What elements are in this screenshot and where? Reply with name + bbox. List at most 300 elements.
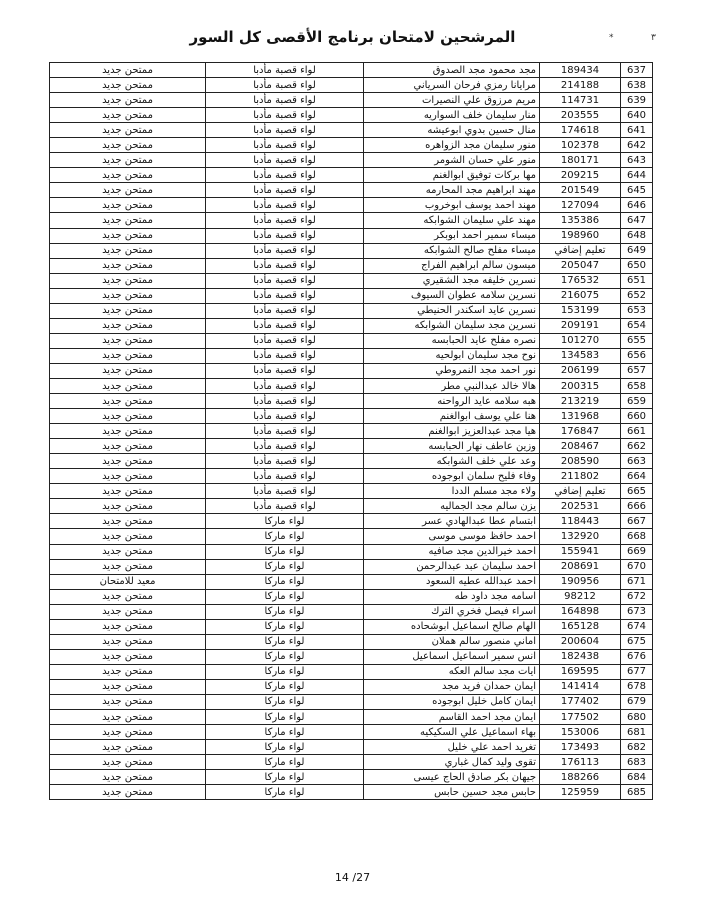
candidate-name-cell: ايمان مجد احمد القاسم xyxy=(364,710,540,725)
district-cell: لواء ماركا xyxy=(206,589,364,604)
candidate-id-cell: 118443 xyxy=(540,514,621,529)
candidate-id-cell: 153006 xyxy=(540,725,621,740)
district-cell: لواء قصبة مأدبا xyxy=(206,213,364,228)
candidate-name-cell: منور سليمان مجد الزواهره xyxy=(364,138,540,153)
district-cell: لواء ماركا xyxy=(206,664,364,679)
row-number-cell: 644 xyxy=(621,168,653,183)
page-number: 14 /27 xyxy=(334,871,371,884)
candidate-id-cell: 182438 xyxy=(540,649,621,664)
candidate-name-cell: مهند علي سليمان الشوابكه xyxy=(364,213,540,228)
row-number-cell: 639 xyxy=(621,93,653,108)
candidate-name-cell: احمد عبدالله عطيه السعود xyxy=(364,574,540,589)
table-row xyxy=(50,559,653,574)
table-row xyxy=(50,664,653,679)
district-cell: لواء قصبة مأدبا xyxy=(206,424,364,439)
row-number-cell: 637 xyxy=(621,63,653,78)
district-cell: لواء قصبة مأدبا xyxy=(206,258,364,273)
candidate-name-cell: اماني منصور سالم هملان xyxy=(364,634,540,649)
status-cell: ممتحن جديد xyxy=(50,198,206,213)
row-number-cell: 668 xyxy=(621,529,653,544)
candidate-id-cell: 177502 xyxy=(540,710,621,725)
status-cell: ممتحن جديد xyxy=(50,183,206,198)
candidates-table xyxy=(49,62,653,800)
district-cell: لواء ماركا xyxy=(206,679,364,694)
row-number-cell: 670 xyxy=(621,559,653,574)
candidate-name-cell: هالا خالد عبدالنبي مطر xyxy=(364,378,540,393)
candidate-name-cell: وزين عاطف نهار الحبابسه xyxy=(364,439,540,454)
table-row xyxy=(50,318,653,333)
candidate-id-cell: 155941 xyxy=(540,544,621,559)
candidate-name-cell: ايمان حمدان فريد مجد xyxy=(364,679,540,694)
district-cell: لواء قصبة مأدبا xyxy=(206,394,364,409)
candidate-id-cell: 214188 xyxy=(540,78,621,93)
candidate-name-cell: اسراء فيصل فخري الترك xyxy=(364,604,540,619)
district-cell: لواء قصبة مأدبا xyxy=(206,273,364,288)
candidate-id-cell: 198960 xyxy=(540,228,621,243)
district-cell: لواء قصبة مأدبا xyxy=(206,78,364,93)
table-row xyxy=(50,168,653,183)
status-cell: ممتحن جديد xyxy=(50,514,206,529)
candidate-name-cell: احمد سليمان عبد عبدالرحمن xyxy=(364,559,540,574)
candidate-id-cell: 101270 xyxy=(540,333,621,348)
row-number-cell: 684 xyxy=(621,770,653,785)
row-number-cell: 653 xyxy=(621,303,653,318)
district-cell: لواء ماركا xyxy=(206,604,364,619)
table-row xyxy=(50,634,653,649)
candidate-name-cell: الهام صالح اسماعيل ابوشحاده xyxy=(364,619,540,634)
row-number-cell: 651 xyxy=(621,273,653,288)
candidate-name-cell: حابس مجد حسين حابس xyxy=(364,785,540,800)
district-cell: لواء ماركا xyxy=(206,529,364,544)
row-number-cell: 669 xyxy=(621,544,653,559)
district-cell: لواء قصبة مأدبا xyxy=(206,198,364,213)
table-row xyxy=(50,378,653,393)
status-cell: ممتحن جديد xyxy=(50,213,206,228)
candidate-id-cell: 125959 xyxy=(540,785,621,800)
candidate-id-cell: 216075 xyxy=(540,288,621,303)
table-row xyxy=(50,514,653,529)
table-row xyxy=(50,649,653,664)
candidate-id-cell: 209191 xyxy=(540,318,621,333)
table-row xyxy=(50,574,653,589)
table-row xyxy=(50,619,653,634)
district-cell: لواء قصبة مأدبا xyxy=(206,243,364,258)
row-number-cell: 677 xyxy=(621,664,653,679)
candidate-id-cell: 176847 xyxy=(540,424,621,439)
status-cell: ممتحن جديد xyxy=(50,484,206,499)
district-cell: لواء ماركا xyxy=(206,574,364,589)
candidate-id-cell: 201549 xyxy=(540,183,621,198)
candidate-id-cell: 176113 xyxy=(540,755,621,770)
candidate-name-cell: وفاء فليح سلمان ابوجوده xyxy=(364,469,540,484)
candidate-id-cell: 114731 xyxy=(540,93,621,108)
candidate-name-cell: نوح مجد سليمان ابولحيه xyxy=(364,348,540,363)
table-row xyxy=(50,484,653,499)
candidate-name-cell: مهند ابراهيم مجد المحارمه xyxy=(364,183,540,198)
row-number-cell: 667 xyxy=(621,514,653,529)
status-cell: ممتحن جديد xyxy=(50,770,206,785)
district-cell: لواء قصبة مأدبا xyxy=(206,228,364,243)
district-cell: لواء قصبة مأدبا xyxy=(206,183,364,198)
status-cell: ممتحن جديد xyxy=(50,78,206,93)
table-row xyxy=(50,454,653,469)
row-number-cell: 658 xyxy=(621,378,653,393)
row-number-cell: 679 xyxy=(621,694,653,709)
district-cell: لواء قصبة مأدبا xyxy=(206,439,364,454)
row-number-cell: 678 xyxy=(621,679,653,694)
status-cell: ممتحن جديد xyxy=(50,168,206,183)
candidate-name-cell: نور احمد مجد النمروطي xyxy=(364,363,540,378)
status-cell: ممتحن جديد xyxy=(50,559,206,574)
candidate-id-cell: 174618 xyxy=(540,123,621,138)
district-cell: لواء قصبة مأدبا xyxy=(206,63,364,78)
district-cell: لواء ماركا xyxy=(206,694,364,709)
district-cell: لواء قصبة مأدبا xyxy=(206,333,364,348)
table-row xyxy=(50,183,653,198)
table-row xyxy=(50,544,653,559)
status-cell: ممتحن جديد xyxy=(50,634,206,649)
table-row xyxy=(50,153,653,168)
district-cell: لواء ماركا xyxy=(206,770,364,785)
candidate-id-cell: 132920 xyxy=(540,529,621,544)
row-number-cell: 673 xyxy=(621,604,653,619)
status-cell: ممتحن جديد xyxy=(50,710,206,725)
candidate-id-cell: 135386 xyxy=(540,213,621,228)
district-cell: لواء ماركا xyxy=(206,559,364,574)
status-cell: ممتحن جديد xyxy=(50,694,206,709)
table-row xyxy=(50,499,653,514)
district-cell: لواء قصبة مأدبا xyxy=(206,318,364,333)
status-cell: ممتحن جديد xyxy=(50,378,206,393)
candidate-id-cell: 200315 xyxy=(540,378,621,393)
candidate-name-cell: نصره مفلح عايد الحبابسه xyxy=(364,333,540,348)
row-number-cell: 685 xyxy=(621,785,653,800)
table-row xyxy=(50,93,653,108)
status-cell: ممتحن جديد xyxy=(50,394,206,409)
table-row xyxy=(50,785,653,800)
table-row xyxy=(50,710,653,725)
table-row xyxy=(50,725,653,740)
candidate-name-cell: منال حسين بدوي ابوعيشه xyxy=(364,123,540,138)
district-cell: لواء قصبة مأدبا xyxy=(206,288,364,303)
status-cell: ممتحن جديد xyxy=(50,499,206,514)
candidate-id-cell: 131968 xyxy=(540,409,621,424)
district-cell: لواء قصبة مأدبا xyxy=(206,153,364,168)
row-number-cell: 643 xyxy=(621,153,653,168)
status-cell: ممتحن جديد xyxy=(50,619,206,634)
candidate-id-cell: تعليم إضافي xyxy=(540,484,621,499)
table-row xyxy=(50,228,653,243)
candidate-name-cell: منور علي حسان الشومر xyxy=(364,153,540,168)
row-number-cell: 665 xyxy=(621,484,653,499)
district-cell: لواء ماركا xyxy=(206,544,364,559)
row-number-cell: 664 xyxy=(621,469,653,484)
candidate-name-cell: نسرين مجد سليمان الشوابكه xyxy=(364,318,540,333)
candidate-id-cell: 127094 xyxy=(540,198,621,213)
candidate-name-cell: نسرين عايد اسكندر الحنيطي xyxy=(364,303,540,318)
district-cell: لواء قصبة مأدبا xyxy=(206,499,364,514)
candidate-name-cell: اسامه مجد داود طه xyxy=(364,589,540,604)
candidate-name-cell: نسرين خليفه مجد الشقيري xyxy=(364,273,540,288)
status-cell: ممتحن جديد xyxy=(50,740,206,755)
table-row xyxy=(50,123,653,138)
table-row xyxy=(50,78,653,93)
table-row xyxy=(50,589,653,604)
candidate-id-cell: 190956 xyxy=(540,574,621,589)
status-cell: ممتحن جديد xyxy=(50,63,206,78)
row-number-cell: 672 xyxy=(621,589,653,604)
status-cell: ممتحن جديد xyxy=(50,93,206,108)
candidate-id-cell: 208467 xyxy=(540,439,621,454)
candidate-id-cell: 206199 xyxy=(540,363,621,378)
status-cell: ممتحن جديد xyxy=(50,589,206,604)
district-cell: لواء قصبة مأدبا xyxy=(206,93,364,108)
table-row xyxy=(50,363,653,378)
table-row xyxy=(50,198,653,213)
district-cell: لواء قصبة مأدبا xyxy=(206,123,364,138)
district-cell: لواء قصبة مأدبا xyxy=(206,168,364,183)
row-number-cell: 674 xyxy=(621,619,653,634)
status-cell: ممتحن جديد xyxy=(50,333,206,348)
table-row xyxy=(50,424,653,439)
status-cell: معيد للامتحان xyxy=(50,574,206,589)
district-cell: لواء قصبة مأدبا xyxy=(206,348,364,363)
table-row xyxy=(50,243,653,258)
status-cell: ممتحن جديد xyxy=(50,288,206,303)
district-cell: لواء ماركا xyxy=(206,514,364,529)
district-cell: لواء ماركا xyxy=(206,619,364,634)
district-cell: لواء قصبة مأدبا xyxy=(206,409,364,424)
candidate-name-cell: ايات مجد سالم العكه xyxy=(364,664,540,679)
candidate-id-cell: 202531 xyxy=(540,499,621,514)
row-number-cell: 661 xyxy=(621,424,653,439)
candidate-name-cell: هبه سلامه عايد الرواحنه xyxy=(364,394,540,409)
candidate-id-cell: 209215 xyxy=(540,168,621,183)
status-cell: ممتحن جديد xyxy=(50,409,206,424)
row-number-cell: 660 xyxy=(621,409,653,424)
row-number-cell: 638 xyxy=(621,78,653,93)
status-cell: ممتحن جديد xyxy=(50,604,206,619)
candidate-name-cell: مها بركات توفيق ابوالغنم xyxy=(364,168,540,183)
status-cell: ممتحن جديد xyxy=(50,273,206,288)
district-cell: لواء ماركا xyxy=(206,725,364,740)
candidate-id-cell: 173493 xyxy=(540,740,621,755)
table-row xyxy=(50,273,653,288)
table-row xyxy=(50,439,653,454)
table-row xyxy=(50,529,653,544)
row-number-cell: 649 xyxy=(621,243,653,258)
district-cell: لواء قصبة مأدبا xyxy=(206,378,364,393)
district-cell: لواء قصبة مأدبا xyxy=(206,454,364,469)
candidate-name-cell: مرايانا رمزي فرحان السرياني xyxy=(364,78,540,93)
status-cell: ممتحن جديد xyxy=(50,424,206,439)
status-cell: ممتحن جديد xyxy=(50,318,206,333)
candidate-name-cell: تغريد احمد علي خليل xyxy=(364,740,540,755)
row-number-cell: 647 xyxy=(621,213,653,228)
table-row xyxy=(50,138,653,153)
table-row xyxy=(50,288,653,303)
table-row xyxy=(50,694,653,709)
table-row xyxy=(50,679,653,694)
status-cell: ممتحن جديد xyxy=(50,228,206,243)
candidate-id-cell: 213219 xyxy=(540,394,621,409)
row-number-cell: 671 xyxy=(621,574,653,589)
candidate-id-cell: 205047 xyxy=(540,258,621,273)
candidate-name-cell: وعد علي خلف الشوابكه xyxy=(364,454,540,469)
candidate-id-cell: 211802 xyxy=(540,469,621,484)
candidate-id-cell: 177402 xyxy=(540,694,621,709)
page-title: المرشحين لامتحان برنامج الأقصى كل السور xyxy=(189,28,516,46)
status-cell: ممتحن جديد xyxy=(50,108,206,123)
candidate-id-cell: 164898 xyxy=(540,604,621,619)
table-row xyxy=(50,213,653,228)
candidate-name-cell: بهاء اسماعيل علي السكيكيه xyxy=(364,725,540,740)
table-row xyxy=(50,409,653,424)
district-cell: لواء قصبة مأدبا xyxy=(206,363,364,378)
candidate-name-cell: منار سليمان خلف السواريه xyxy=(364,108,540,123)
status-cell: ممتحن جديد xyxy=(50,153,206,168)
row-number-cell: 648 xyxy=(621,228,653,243)
candidate-id-cell: 189434 xyxy=(540,63,621,78)
candidate-name-cell: ايمان كامل خليل ابوجوده xyxy=(364,694,540,709)
status-cell: ممتحن جديد xyxy=(50,303,206,318)
candidate-id-cell: 98212 xyxy=(540,589,621,604)
candidate-name-cell: هنا علي يوسف ابوالغنم xyxy=(364,409,540,424)
table-row xyxy=(50,740,653,755)
candidate-name-cell: مجد محمود مجد الصدوق xyxy=(364,63,540,78)
table-row xyxy=(50,604,653,619)
row-number-cell: 663 xyxy=(621,454,653,469)
candidate-name-cell: احمد حافظ موسى موسى xyxy=(364,529,540,544)
row-number-cell: 659 xyxy=(621,394,653,409)
candidate-name-cell: يزن سالم مجد الجماليه xyxy=(364,499,540,514)
corner-mark: ٣ xyxy=(651,33,656,43)
row-number-cell: 655 xyxy=(621,333,653,348)
district-cell: لواء ماركا xyxy=(206,634,364,649)
row-number-cell: 646 xyxy=(621,198,653,213)
district-cell: لواء ماركا xyxy=(206,785,364,800)
table-row xyxy=(50,303,653,318)
candidate-id-cell: تعليم إضافي xyxy=(540,243,621,258)
row-number-cell: 666 xyxy=(621,499,653,514)
table-row xyxy=(50,108,653,123)
status-cell: ممتحن جديد xyxy=(50,348,206,363)
candidate-id-cell: 208590 xyxy=(540,454,621,469)
status-cell: ممتحن جديد xyxy=(50,544,206,559)
row-number-cell: 640 xyxy=(621,108,653,123)
status-cell: ممتحن جديد xyxy=(50,529,206,544)
table-row xyxy=(50,63,653,78)
row-number-cell: 676 xyxy=(621,649,653,664)
district-cell: لواء ماركا xyxy=(206,740,364,755)
candidate-id-cell: 102378 xyxy=(540,138,621,153)
status-cell: ممتحن جديد xyxy=(50,664,206,679)
candidate-name-cell: جيهان بكر صادق الحاج عيسى xyxy=(364,770,540,785)
candidate-id-cell: 203555 xyxy=(540,108,621,123)
candidate-id-cell: 165128 xyxy=(540,619,621,634)
candidate-name-cell: ميساء سمير احمد ابوبكر xyxy=(364,228,540,243)
status-cell: ممتحن جديد xyxy=(50,258,206,273)
district-cell: لواء قصبة مأدبا xyxy=(206,138,364,153)
status-cell: ممتحن جديد xyxy=(50,785,206,800)
row-number-cell: 641 xyxy=(621,123,653,138)
row-number-cell: 662 xyxy=(621,439,653,454)
row-number-cell: 642 xyxy=(621,138,653,153)
candidate-id-cell: 208691 xyxy=(540,559,621,574)
candidate-id-cell: 153199 xyxy=(540,303,621,318)
candidate-name-cell: ميساء مفلح صالح الشوابكه xyxy=(364,243,540,258)
candidate-id-cell: 176532 xyxy=(540,273,621,288)
district-cell: لواء قصبة مأدبا xyxy=(206,469,364,484)
status-cell: ممتحن جديد xyxy=(50,679,206,694)
status-cell: ممتحن جديد xyxy=(50,439,206,454)
status-cell: ممتحن جديد xyxy=(50,755,206,770)
status-cell: ممتحن جديد xyxy=(50,363,206,378)
district-cell: لواء ماركا xyxy=(206,710,364,725)
status-cell: ممتحن جديد xyxy=(50,725,206,740)
district-cell: لواء قصبة مأدبا xyxy=(206,303,364,318)
candidate-name-cell: مهند احمد يوسف ابوخروب xyxy=(364,198,540,213)
row-number-cell: 683 xyxy=(621,755,653,770)
row-number-cell: 654 xyxy=(621,318,653,333)
row-number-cell: 645 xyxy=(621,183,653,198)
candidate-name-cell: ولاء مجد مسلم الددا xyxy=(364,484,540,499)
district-cell: لواء ماركا xyxy=(206,649,364,664)
candidate-id-cell: 180171 xyxy=(540,153,621,168)
table-row xyxy=(50,348,653,363)
candidate-name-cell: مريم مرزوق علي النصيرات xyxy=(364,93,540,108)
row-number-cell: 650 xyxy=(621,258,653,273)
candidate-name-cell: هيا مجد عبدالعزيز ابوالغنم xyxy=(364,424,540,439)
candidate-name-cell: احمد خيرالدين مجد صافيه xyxy=(364,544,540,559)
candidate-id-cell: 169595 xyxy=(540,664,621,679)
table-row xyxy=(50,258,653,273)
row-number-cell: 680 xyxy=(621,710,653,725)
candidate-name-cell: تقوى وليد كمال غباري xyxy=(364,755,540,770)
table-row xyxy=(50,770,653,785)
row-number-cell: 656 xyxy=(621,348,653,363)
candidates-table-body xyxy=(50,63,653,800)
table-row xyxy=(50,755,653,770)
candidate-name-cell: نسرين سلامه عطوان السيوف xyxy=(364,288,540,303)
row-number-cell: 681 xyxy=(621,725,653,740)
table-row xyxy=(50,394,653,409)
row-number-cell: 682 xyxy=(621,740,653,755)
status-cell: ممتحن جديد xyxy=(50,243,206,258)
table-row xyxy=(50,469,653,484)
candidate-id-cell: 200604 xyxy=(540,634,621,649)
row-number-cell: 675 xyxy=(621,634,653,649)
candidate-name-cell: انس سمير اسماعيل اسماعيل xyxy=(364,649,540,664)
status-cell: ممتحن جديد xyxy=(50,138,206,153)
candidate-name-cell: ميسون سالم ابراهيم الفراج xyxy=(364,258,540,273)
status-cell: ممتحن جديد xyxy=(50,454,206,469)
row-number-cell: 652 xyxy=(621,288,653,303)
candidate-name-cell: ابتسام عطا عبدالهادي عسر xyxy=(364,514,540,529)
candidate-id-cell: 188266 xyxy=(540,770,621,785)
status-cell: ممتحن جديد xyxy=(50,649,206,664)
corner-mark: * xyxy=(609,33,614,43)
candidate-id-cell: 141414 xyxy=(540,679,621,694)
table-row xyxy=(50,333,653,348)
district-cell: لواء ماركا xyxy=(206,755,364,770)
status-cell: ممتحن جديد xyxy=(50,469,206,484)
row-number-cell: 657 xyxy=(621,363,653,378)
district-cell: لواء قصبة مأدبا xyxy=(206,108,364,123)
candidate-id-cell: 134583 xyxy=(540,348,621,363)
district-cell: لواء قصبة مأدبا xyxy=(206,484,364,499)
status-cell: ممتحن جديد xyxy=(50,123,206,138)
